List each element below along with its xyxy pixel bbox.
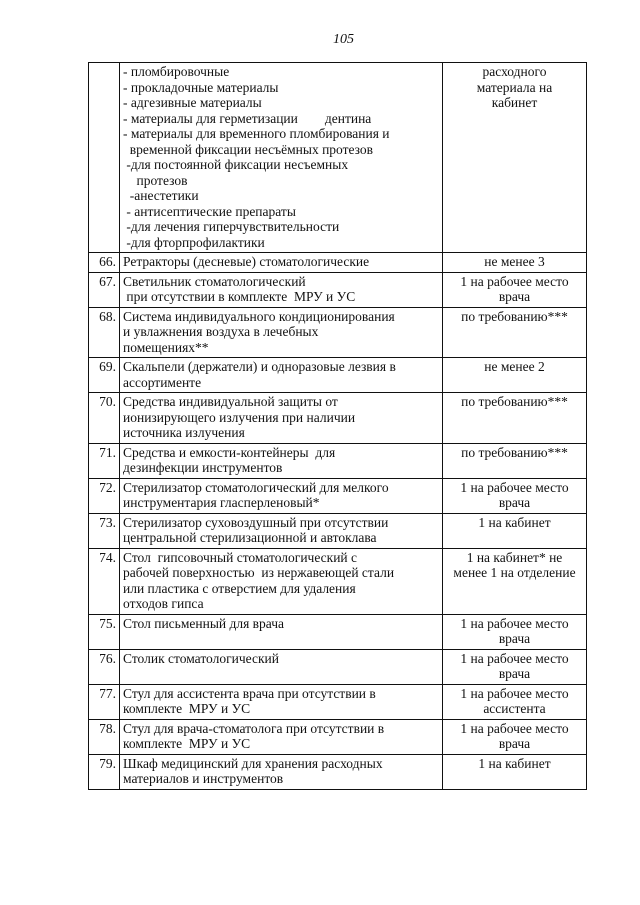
item-name (120, 754, 443, 789)
item-quantity-line: врача (498, 631, 531, 646)
row-number: 75. (89, 614, 120, 649)
row-number: 74. (89, 548, 120, 614)
row-number: 76. (89, 649, 120, 684)
item-quantity-line: врача (498, 736, 531, 751)
item-name-line: Система индивидуального кондиционирования (123, 308, 395, 324)
item-name-line: Стерилизатор суховоздушный при отсутствии (123, 514, 389, 530)
item-name-line: -анестетики (123, 188, 199, 203)
item-name-line: Скальпели (держатели) и одноразовые лезвия в (123, 359, 396, 374)
table-row (89, 358, 587, 393)
item-name (120, 513, 443, 548)
item-name-line: - адгезивные материалы (123, 95, 262, 110)
item-name (120, 614, 443, 649)
row-number (89, 63, 120, 253)
item-name-line: временной фиксации несъёмных протезов (123, 141, 374, 157)
item-name-line: источника излучения (123, 425, 245, 440)
item-quantity-line: по требованию*** (461, 444, 568, 460)
item-quantity-line: врача (498, 495, 531, 510)
item-name-line: или пластика с отверстием для удаления (123, 580, 356, 596)
row-number: 70. (89, 393, 120, 444)
table-row (89, 478, 587, 513)
item-quantity-line: расходного (482, 64, 547, 79)
item-name-line: - пломбировочные (123, 64, 230, 79)
item-name-line: протезов (123, 172, 188, 188)
item-name-line: центральной стерилизационной и автоклава (123, 530, 377, 545)
item-name-line: ионизирующего излучения при наличии (123, 409, 356, 425)
item-name-line: Шкаф медицинский для хранения расходных (123, 755, 383, 771)
item-quantity-line: не менее 3 (484, 254, 545, 269)
item-quantity (443, 754, 587, 789)
item-name-line: -для лечения гиперчувствительности (123, 219, 340, 234)
table-row (89, 719, 587, 754)
item-name-line: Стул для врача-стоматолога при отсутствии в (123, 720, 385, 736)
item-name (120, 548, 443, 614)
table-row (89, 548, 587, 614)
item-quantity-line: по требованию*** (461, 394, 568, 409)
equipment-table-body (89, 63, 587, 790)
item-name (120, 649, 443, 684)
item-quantity-line: 1 на рабочее место (460, 615, 569, 631)
row-number: 73. (89, 513, 120, 548)
item-name-line: -для фторпрофилактики (123, 234, 265, 250)
item-name-line: комплекте МРУ и УС (123, 701, 251, 716)
item-name-line: - материалы для временного пломбирования и (123, 126, 390, 141)
item-quantity-line: материала на (476, 79, 553, 95)
item-name-line: - антисептические препараты (123, 203, 296, 219)
item-name-line: Стул для ассистента врача при отсутствии в (123, 685, 376, 701)
item-quantity (443, 649, 587, 684)
table-row (89, 754, 587, 789)
equipment-table (88, 62, 587, 790)
table-row (89, 272, 587, 307)
item-quantity (443, 393, 587, 444)
item-name-line: - прокладочные материалы (123, 79, 279, 95)
item-name-line: - материалы для герметизации дентина (123, 110, 372, 126)
row-number: 66. (89, 253, 120, 273)
item-quantity (443, 614, 587, 649)
item-quantity-line: 1 на рабочее место (460, 273, 569, 289)
row-number: 77. (89, 684, 120, 719)
item-name-line: Стол письменный для врача (123, 615, 285, 631)
item-name (120, 307, 443, 358)
item-quantity-line: ассистента (483, 701, 546, 716)
item-quantity (443, 684, 587, 719)
item-name-line: Средства и емкости-контейнеры для (123, 444, 336, 460)
item-quantity (443, 478, 587, 513)
table-row (89, 614, 587, 649)
item-name-line: Светильник стоматологический (123, 273, 306, 289)
item-name-line: Средства индивидуальной защиты от (123, 394, 338, 409)
page-number: 105 (333, 32, 354, 47)
item-quantity (443, 63, 587, 253)
item-name (120, 719, 443, 754)
item-name-line: помещениях** (123, 339, 209, 355)
item-name-line: ассортименте (123, 374, 202, 390)
table-row (89, 253, 587, 273)
table-row (89, 649, 587, 684)
item-quantity-line: по требованию*** (461, 308, 568, 324)
row-number: 69. (89, 358, 120, 393)
item-quantity-line: 1 на рабочее место (460, 720, 569, 736)
item-quantity-line: менее 1 на отделение (453, 565, 576, 580)
item-quantity (443, 307, 587, 358)
table-row (89, 393, 587, 444)
item-name (120, 443, 443, 478)
table-row-continuation (89, 63, 587, 253)
row-number: 79. (89, 754, 120, 789)
item-name-line: инструментария гласперленовый* (123, 495, 320, 510)
item-quantity-line: не менее 2 (484, 359, 545, 374)
item-name-line: Стерилизатор стоматологический для мелкого (123, 479, 389, 495)
row-number: 67. (89, 272, 120, 307)
item-name-line: -для постоянной фиксации несъемных (123, 157, 349, 172)
item-name-line: комплекте МРУ и УС (123, 736, 251, 751)
item-name-line: и увлажнения воздуха в лечебных (123, 324, 319, 339)
table-row (89, 307, 587, 358)
item-quantity-line: 1 на кабинет (478, 514, 551, 530)
item-quantity (443, 443, 587, 478)
item-name-line: отходов гипса (123, 596, 204, 611)
item-name-line: Столик стоматологический (123, 650, 279, 666)
item-quantity-line: 1 на рабочее место (460, 479, 569, 495)
item-name-line: материалов и инструментов (123, 771, 284, 786)
item-name-line: рабочей поверхностью из нержавеющей стали (123, 565, 395, 580)
row-number: 72. (89, 478, 120, 513)
item-quantity-line: 1 на кабинет (478, 755, 551, 771)
row-number: 78. (89, 719, 120, 754)
item-name (120, 272, 443, 307)
table-row (89, 513, 587, 548)
item-name (120, 684, 443, 719)
item-quantity-line: 1 на рабочее место (460, 685, 569, 701)
item-name (120, 478, 443, 513)
table-row (89, 443, 587, 478)
item-name-line: Ретракторы (десневые) стоматологические (123, 254, 370, 269)
item-quantity-line: кабинет (491, 95, 538, 110)
item-quantity (443, 358, 587, 393)
item-quantity (443, 548, 587, 614)
item-name-line: дезинфекции инструментов (123, 460, 283, 475)
item-name (120, 63, 443, 253)
item-name (120, 253, 443, 273)
item-quantity-line: врача (498, 666, 531, 681)
item-quantity (443, 253, 587, 273)
table-row (89, 684, 587, 719)
item-name-line: при отсутствии в комплекте МРУ и УС (123, 289, 356, 304)
row-number: 71. (89, 443, 120, 478)
item-quantity (443, 513, 587, 548)
item-quantity (443, 719, 587, 754)
item-quantity-line: врача (498, 289, 531, 304)
row-number: 68. (89, 307, 120, 358)
item-name-line: Стол гипсовочный стоматологический с (123, 549, 358, 565)
item-quantity-line: 1 на рабочее место (460, 650, 569, 666)
item-name (120, 358, 443, 393)
item-quantity (443, 272, 587, 307)
item-quantity-line: 1 на кабинет* не (466, 549, 563, 565)
item-name (120, 393, 443, 444)
